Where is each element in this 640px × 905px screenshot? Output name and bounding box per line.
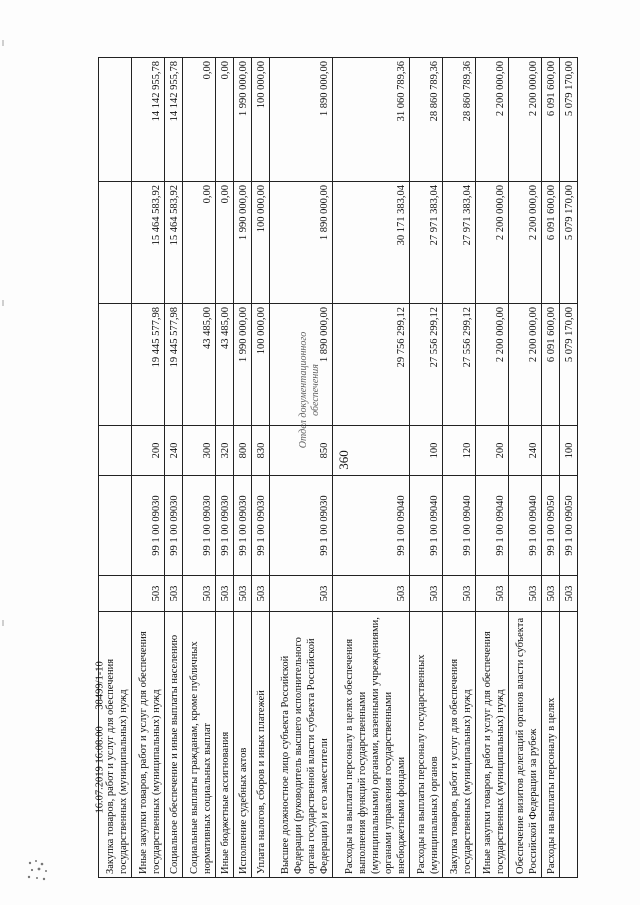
cell-value-2019: 6 091 600,00 bbox=[541, 304, 559, 426]
cell-value-2020: 1 990 000,00 bbox=[234, 182, 252, 304]
cell-name: Исполнение судебных актов bbox=[234, 612, 252, 878]
cell-value-2019: 2 200 000,00 bbox=[475, 304, 508, 426]
cell-value-2019: 29 756 299,12 bbox=[332, 304, 409, 426]
cell-value-2020: 100 000,00 bbox=[252, 182, 270, 304]
cell-value-2020: 6 091 600,00 bbox=[541, 182, 559, 304]
cell-target: 99 1 00 09040 bbox=[475, 476, 508, 576]
cell-target: 99 1 00 09030 bbox=[270, 476, 332, 576]
cell-value-2019: 43 485,00 bbox=[182, 304, 215, 426]
cell-name: Уплата налогов, сборов и иных платежей bbox=[252, 612, 270, 878]
cell-value-2021: 6 091 600,00 bbox=[541, 58, 559, 182]
cell-name: Социальные выплаты гражданам, кроме публичных нормативных социальных выплат bbox=[182, 612, 215, 878]
cell-section: 503 bbox=[234, 576, 252, 612]
cell-value-2019: 1 890 000,00 bbox=[270, 304, 332, 426]
cell-value-2021: 5 079 170,00 bbox=[559, 58, 577, 182]
cell-value-2019: 43 485,00 bbox=[215, 304, 233, 426]
cell-value-2021: 31 060 789,36 bbox=[332, 58, 409, 182]
table-row bbox=[559, 58, 577, 878]
cell-name: Высшее должностное лицо субъекта Российской Федерации (руководитель высшего исполнительного органа государственной власти субъекта Российской Федерации) и его заместители bbox=[270, 612, 332, 878]
table-row bbox=[508, 58, 541, 878]
cell-name: Социальное обеспечение и иные выплаты населению bbox=[164, 612, 182, 878]
cell-vr: 800 bbox=[234, 426, 252, 476]
table-row bbox=[215, 58, 233, 878]
cell-name: Иные закупки товаров, работ и услуг для обеспечения государственных (муниципальных) нужд bbox=[475, 612, 508, 878]
scan-edge-mark bbox=[2, 620, 4, 626]
department-stamp bbox=[298, 290, 322, 490]
cell-value-2020: 30 171 383,04 bbox=[332, 182, 409, 304]
cell-target: 99 1 00 09030 bbox=[252, 476, 270, 576]
cell-target: 99 1 00 09040 bbox=[508, 476, 541, 576]
cell-value-2021: 14 142 955,78 bbox=[131, 58, 164, 182]
cell-vr: 240 bbox=[508, 426, 541, 476]
cell-target: 99 1 00 09040 bbox=[332, 476, 409, 576]
cell-value-2021: 28 860 789,36 bbox=[442, 58, 475, 182]
cell-vr bbox=[541, 426, 559, 476]
cell-target: 99 1 00 09050 bbox=[541, 476, 559, 576]
cell-section: 503 bbox=[182, 576, 215, 612]
cell-vr: 240 bbox=[164, 426, 182, 476]
cell-value-2021: 0,00 bbox=[215, 58, 233, 182]
cell-name: Расходы на выплаты персоналу в целях обеспечения выполнения функций государственными (муниципальными) органами, казенными учреждениями, органами управления государственными внебюджетными фондами bbox=[332, 612, 409, 878]
cell-value-2020 bbox=[99, 182, 132, 304]
footer-code: 38499/1-10 bbox=[94, 661, 106, 710]
cell-value-2021: 14 142 955,78 bbox=[164, 58, 182, 182]
cell-vr: 300 bbox=[182, 426, 215, 476]
cell-value-2021: 28 860 789,36 bbox=[409, 58, 442, 182]
cell-name: Закупка товаров, работ и услуг для обеспечения государственных (муниципальных) нужд bbox=[99, 612, 132, 878]
cell-value-2019: 1 990 000,00 bbox=[234, 304, 252, 426]
cell-value-2020: 15 464 583,92 bbox=[131, 182, 164, 304]
table-row bbox=[541, 58, 559, 878]
cell-section: 503 bbox=[409, 576, 442, 612]
cell-value-2020: 0,00 bbox=[182, 182, 215, 304]
table-row bbox=[409, 58, 442, 878]
table-row bbox=[252, 58, 270, 878]
cell-target: 99 1 00 09030 bbox=[131, 476, 164, 576]
cell-value-2021: 1 990 000,00 bbox=[234, 58, 252, 182]
cell-value-2021: 2 200 000,00 bbox=[508, 58, 541, 182]
cell-target: 99 1 00 09030 bbox=[182, 476, 215, 576]
table-row bbox=[131, 58, 164, 878]
cell-value-2019 bbox=[99, 304, 132, 426]
cell-value-2020: 27 971 383,04 bbox=[442, 182, 475, 304]
cell-value-2019: 2 200 000,00 bbox=[508, 304, 541, 426]
cell-section: 503 bbox=[131, 576, 164, 612]
cell-name: Иные бюджетные ассигнования bbox=[215, 612, 233, 878]
cell-target: 99 1 00 09030 bbox=[234, 476, 252, 576]
table-row bbox=[442, 58, 475, 878]
cell-value-2021 bbox=[99, 58, 132, 182]
cell-name: Расходы на выплаты персоналу в целях bbox=[541, 612, 559, 878]
cell-vr: 100 bbox=[409, 426, 442, 476]
page-number: 360 bbox=[335, 450, 351, 470]
cell-value-2019: 5 079 170,00 bbox=[559, 304, 577, 426]
cell-value-2019: 19 445 577,98 bbox=[164, 304, 182, 426]
scan-edge-mark bbox=[2, 300, 4, 306]
cell-name: Иные закупки товаров, работ и услуг для обеспечения государственных (муниципальных) нужд bbox=[131, 612, 164, 878]
document-footer bbox=[95, 574, 106, 814]
cell-value-2019: 100 000,00 bbox=[252, 304, 270, 426]
cell-target bbox=[99, 476, 132, 576]
cell-section: 503 bbox=[164, 576, 182, 612]
cell-section: 503 bbox=[541, 576, 559, 612]
cell-value-2019: 19 445 577,98 bbox=[131, 304, 164, 426]
cell-value-2021: 2 200 000,00 bbox=[475, 58, 508, 182]
cell-vr: 830 bbox=[252, 426, 270, 476]
cell-section: 503 bbox=[332, 576, 409, 612]
table-row bbox=[182, 58, 215, 878]
cell-name: Обеспечение визитов делегаций органов власти субъекта Российской Федерации за рубеж bbox=[508, 612, 541, 878]
cell-value-2021: 100 000,00 bbox=[252, 58, 270, 182]
cell-target: 99 1 00 09040 bbox=[442, 476, 475, 576]
cell-value-2020: 2 200 000,00 bbox=[475, 182, 508, 304]
cell-section: 503 bbox=[252, 576, 270, 612]
cell-vr: 200 bbox=[475, 426, 508, 476]
cell-section: 503 bbox=[270, 576, 332, 612]
cell-value-2019: 27 556 299,12 bbox=[409, 304, 442, 426]
cell-value-2021: 1 890 000,00 bbox=[270, 58, 332, 182]
cell-section: 503 bbox=[559, 576, 577, 612]
cell-value-2020: 15 464 583,92 bbox=[164, 182, 182, 304]
cell-target: 99 1 00 09040 bbox=[409, 476, 442, 576]
cell-vr: 850 bbox=[270, 426, 332, 476]
footer-datetime: 16.07.2019 16:08:00 bbox=[94, 726, 106, 814]
cell-value-2020: 1 890 000,00 bbox=[270, 182, 332, 304]
cell-name: Закупка товаров, работ и услуг для обеспечения государственных (муниципальных) нужд bbox=[442, 612, 475, 878]
stamp-line: обеспечения bbox=[310, 364, 321, 416]
table-row bbox=[164, 58, 182, 878]
cell-vr: 100 bbox=[559, 426, 577, 476]
cell-value-2021: 0,00 bbox=[182, 58, 215, 182]
cell-section: 503 bbox=[475, 576, 508, 612]
cell-name bbox=[559, 612, 577, 878]
seal-icon bbox=[24, 858, 54, 884]
cell-target: 99 1 00 09030 bbox=[215, 476, 233, 576]
scan-edge-mark bbox=[2, 40, 4, 46]
cell-section: 503 bbox=[215, 576, 233, 612]
cell-target: 99 1 00 09030 bbox=[164, 476, 182, 576]
cell-value-2020: 2 200 000,00 bbox=[508, 182, 541, 304]
cell-name: Расходы на выплаты персоналу государственных (муниципальных) органов bbox=[409, 612, 442, 878]
cell-target: 99 1 00 09050 bbox=[559, 476, 577, 576]
cell-value-2019: 27 556 299,12 bbox=[442, 304, 475, 426]
cell-value-2020: 27 971 383,04 bbox=[409, 182, 442, 304]
cell-vr: 320 bbox=[215, 426, 233, 476]
table-row bbox=[234, 58, 252, 878]
cell-vr bbox=[99, 426, 132, 476]
cell-value-2020: 0,00 bbox=[215, 182, 233, 304]
cell-section: 503 bbox=[442, 576, 475, 612]
table-row bbox=[475, 58, 508, 878]
cell-value-2020: 5 079 170,00 bbox=[559, 182, 577, 304]
cell-vr: 120 bbox=[442, 426, 475, 476]
stamp-line: Отдел документационного bbox=[298, 331, 309, 449]
cell-section: 503 bbox=[508, 576, 541, 612]
cell-vr: 200 bbox=[131, 426, 164, 476]
